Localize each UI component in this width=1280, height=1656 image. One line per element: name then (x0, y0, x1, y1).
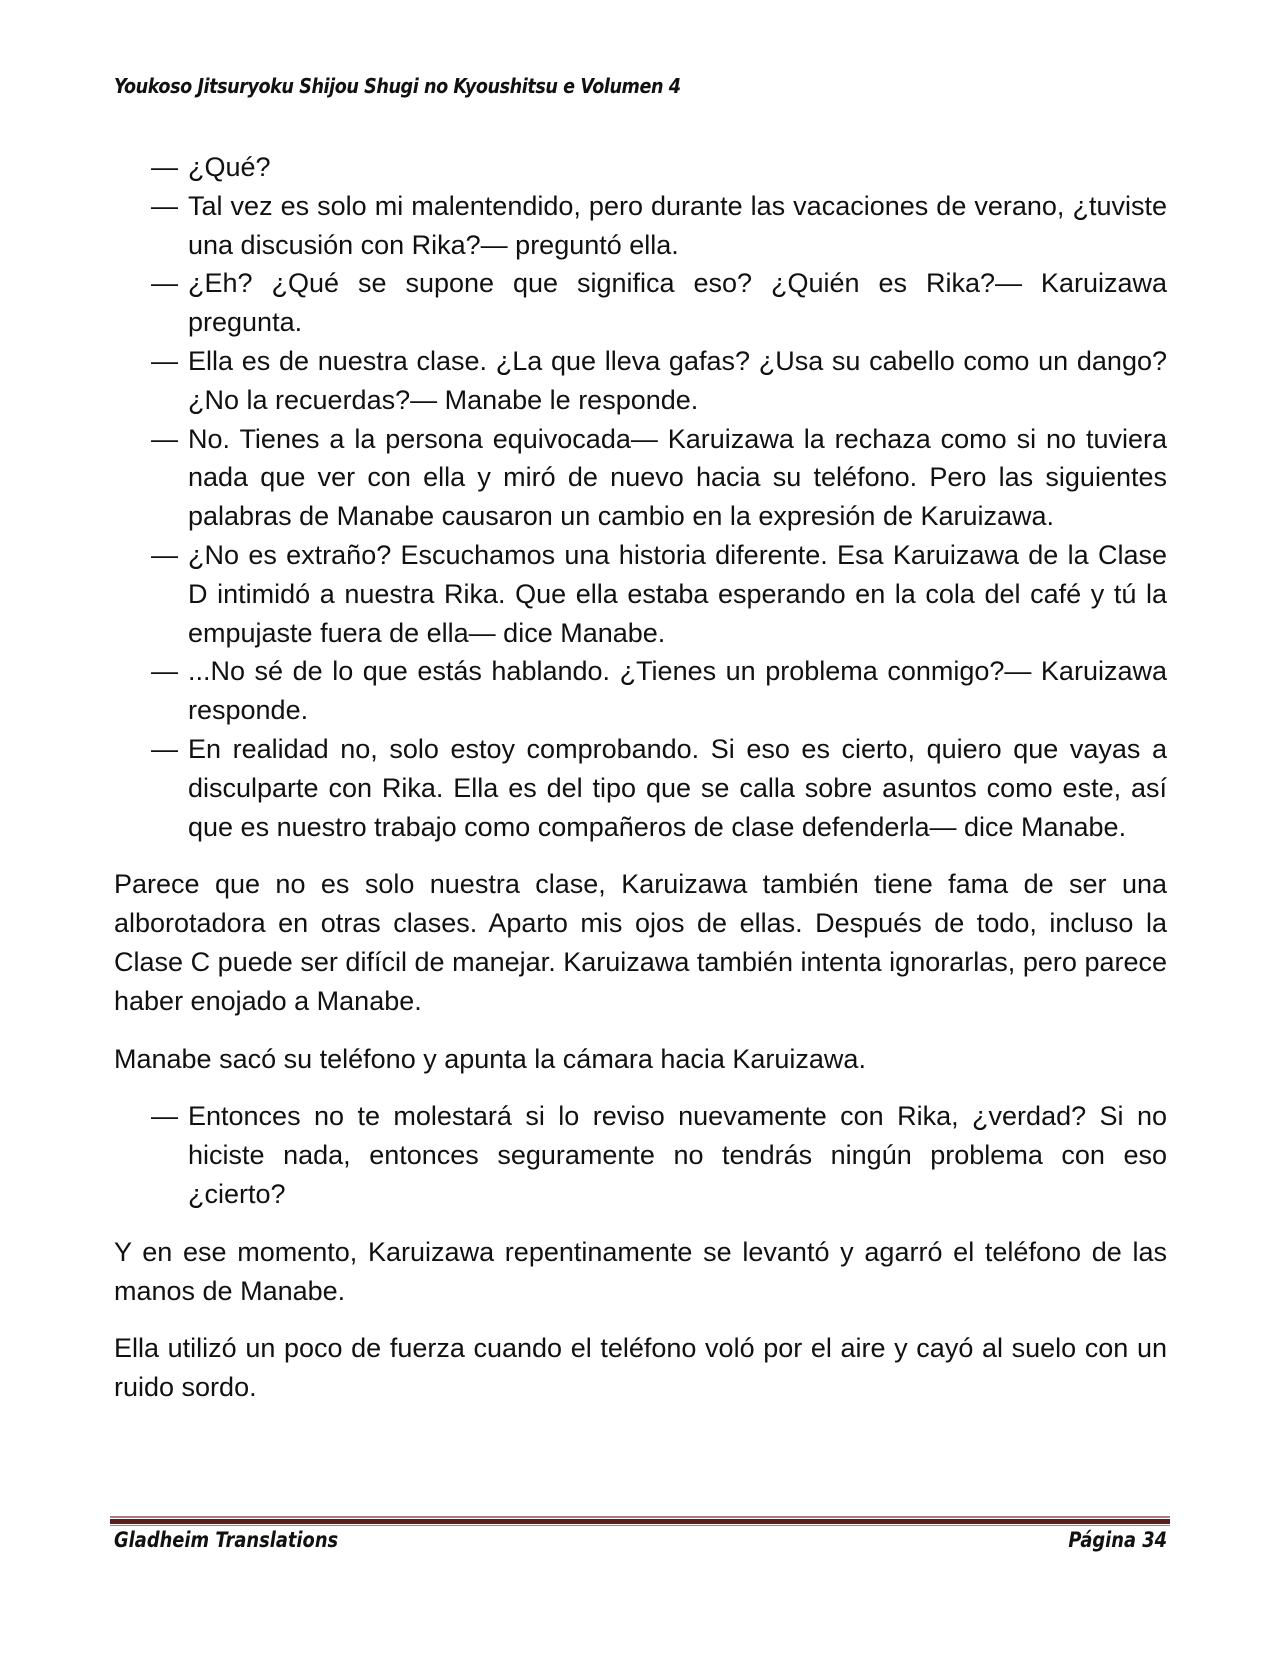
footer-page-number: Página 34 (1068, 1528, 1167, 1552)
em-dash: — (151, 733, 178, 764)
em-dash: — (151, 539, 178, 570)
dialogue-line (114, 1097, 1167, 1213)
em-dash: — (151, 1101, 178, 1132)
running-header: Youkoso Jitsuryoku Shijou Shugi no Kyoushitsu e Volumen 4 (114, 74, 681, 98)
footer-translator: Gladheim Translations (114, 1528, 339, 1552)
em-dash: — (151, 152, 178, 182)
dialogue-line (114, 536, 1167, 652)
dialogue-text: Entonces no te molestará si lo reviso nuevamente con Rika, ¿verdad? Si no hiciste nada, entonces seguramente no tendrás ningún problema con eso ¿cierto? (188, 1101, 1167, 1209)
dialogue-text: En realidad no, solo estoy comprobando. Si eso es cierto, quiero que vayas a disculparte con Rika. Ella es del tipo que se calla sobre asuntos como este, así que es nuestro trabajo como compañeros de clase defenderla— dice Manabe. (188, 733, 1167, 842)
dialogue-line (114, 264, 1167, 342)
dialogue-text: ...No sé de lo que estás hablando. ¿Tienes un problema conmigo?— Karuizawa responde. (188, 656, 1167, 726)
dialogue-line (114, 652, 1167, 730)
em-dash: — (151, 345, 178, 376)
dialogue-text: ¿No es extraño? Escuchamos una historia diferente. Esa Karuizawa de la Clase D intimidó a nuestra Rika. Que ella estaba esperando en la cola del café y tú la empujaste fuera de ella— dice Manabe. (188, 539, 1167, 648)
page-body (114, 148, 1167, 1426)
dialogue-line (114, 342, 1167, 420)
em-dash: — (151, 423, 178, 454)
dialogue-text: No. Tienes a la persona equivocada— Karuizawa la rechaza como si no tuviera nada que ver con ella y miró de nuevo hacia su teléfono. Pero las siguientes palabras de Manabe causaron un cambio en la expresión de Karuizawa. (188, 423, 1167, 532)
em-dash: — (151, 190, 178, 221)
dialogue-text: ¿Qué? (188, 152, 271, 182)
dialogue-text: ¿Eh? ¿Qué se supone que significa eso? ¿Quién es Rika?— Karuizawa pregunta. (188, 268, 1167, 338)
paragraph: Y en ese momento, Karuizawa repentinamente se levantó y agarró el teléfono de las manos de Manabe. (114, 1236, 1167, 1306)
dialogue-line (114, 730, 1167, 846)
em-dash: — (151, 268, 178, 299)
paragraph: Parece que no es solo nuestra clase, Karuizawa también tiene fama de ser una alborotadora en otras clases. Aparto mis ojos de ellas. Después de todo, incluso la Clase C puede ser difícil de manejar. Karuizawa también intenta ignorarlas, pero parece haber enojado a Manabe. (114, 869, 1167, 1016)
paragraph: Manabe sacó su teléfono y apunta la cámara hacia Karuizawa. (114, 1043, 866, 1074)
paragraph: Ella utilizó un poco de fuerza cuando el teléfono voló por el aire y cayó al suelo con un ruido sordo. (114, 1333, 1167, 1403)
dialogue-line (114, 148, 1167, 187)
dialogue-block (114, 148, 1167, 846)
footer-rule (110, 1516, 1170, 1526)
dialogue-line (114, 420, 1167, 536)
dialogue-text: Ella es de nuestra clase. ¿La que lleva gafas? ¿Usa su cabello como un dango? ¿No la recuerdas?— Manabe le responde. (188, 345, 1167, 415)
dialogue-line (114, 187, 1167, 265)
em-dash: — (151, 656, 178, 687)
dialogue-text: Tal vez es solo mi malentendido, pero durante las vacaciones de verano, ¿tuviste una discusión con Rika?— preguntó ella. (188, 190, 1167, 260)
dialogue-block (114, 1097, 1167, 1213)
